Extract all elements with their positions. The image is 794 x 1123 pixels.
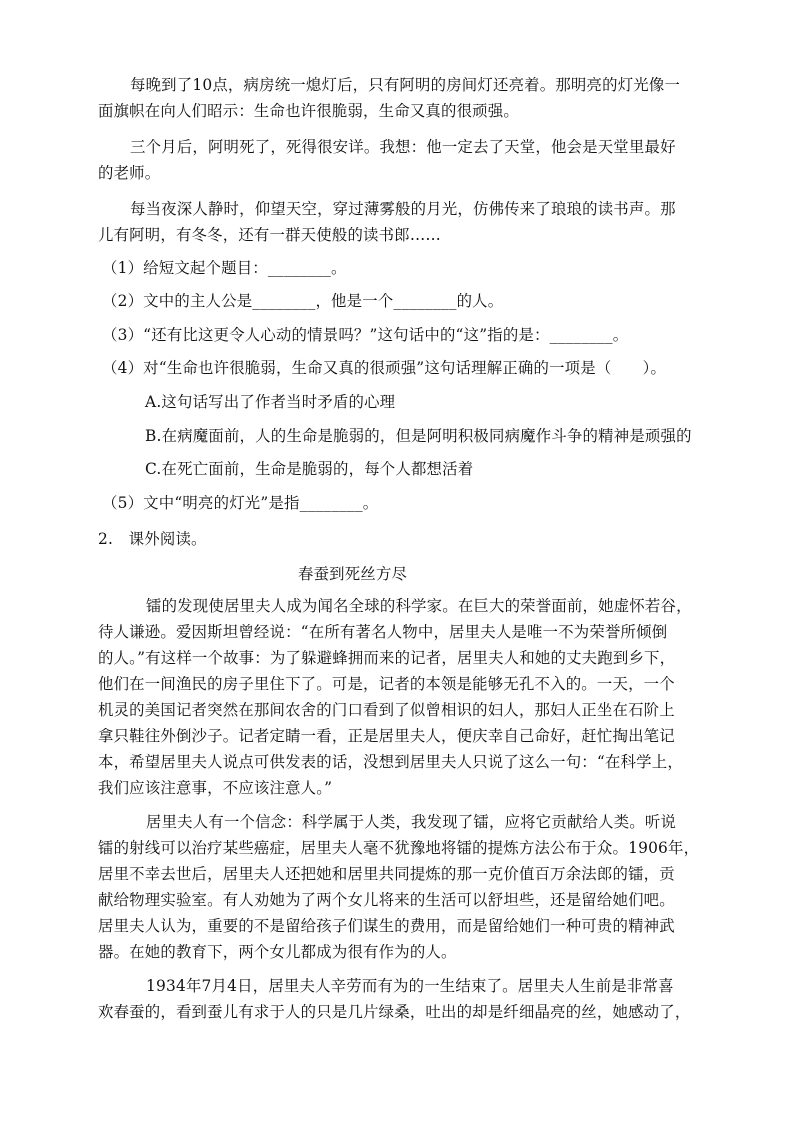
- passage2-line: 居里不幸去世后，居里夫人还把她和居里共同提炼的那一克价值百万余法郎的镭，贡: [98, 865, 675, 883]
- section-2-heading: 2. 课外阅读。: [98, 530, 207, 548]
- passage2-line: 欢春蚕的，看到蚕儿有求于人的只是几片绿桑，吐出的却是纤细晶亮的丝，她感动了，: [98, 1003, 691, 1021]
- passage1-line: 每晚到了10点，病房统一熄灯后，只有阿明的房间灯还亮着。那明亮的灯光像一: [130, 76, 681, 94]
- passage2-line: 他们在一间渔民的房子里住下了。可是，记者的本领是能够无孔不入的。一天，一个: [98, 675, 675, 693]
- passage2-line: 镭的发现使居里夫人成为闻名全球的科学家。在巨大的荣誉面前，她虚怀若谷，: [146, 597, 692, 615]
- passage2-line: 待人谦逊。爱因斯坦曾经说：“在所有著名人物中，居里夫人是唯一不为荣誉所倾倒: [98, 623, 668, 641]
- question-4: （4）对“生命也许很脆弱，生命又真的很顽强”这句话理解正确的一项是（ ）。: [102, 359, 667, 377]
- passage2-line: 居里夫人有一个信念：科学属于人类，我发现了镭，应将它贡献给人类。听说: [146, 813, 677, 831]
- passage2-line: 机灵的美国记者突然在那间农舍的门口看到了似曾相识的妇人，那妇人正坐在石阶上: [98, 701, 675, 719]
- question-4-option-c: C.在死亡面前，生命是脆弱的，每个人都想活着: [145, 460, 474, 478]
- passage1-line: 每当夜深人静时，仰望天空，穿过薄雾般的月光，仿佛传来了琅琅的读书声。那: [130, 200, 676, 218]
- passage2-line: 献给物理实验室。有人劝她为了两个女儿将来的生活可以舒坦些，还是留给她们吧。: [98, 891, 675, 909]
- passage2-line: 1934年7月4日，居里夫人辛劳而有为的一生结束了。居里夫人生前是非常喜: [146, 977, 674, 995]
- passage2-line: 我们应该注意事，不应该注意人。”: [98, 779, 333, 797]
- question-3: （3）“还有比这更令人心动的情景吗？”这句话中的“这”指的是：________。: [102, 326, 629, 344]
- question-2: （2）文中的主人公是________，他是一个________的人。: [102, 292, 504, 310]
- question-1: （1）给短文起个题目：________。: [102, 259, 347, 277]
- passage2-line: 器。在她的教育下，两个女儿都成为很有作为的人。: [98, 943, 457, 961]
- passage2-line: 拿只鞋往外倒沙子。记者定睛一看，正是居里夫人，便庆幸自己命好，赶忙掏出笔记: [98, 727, 675, 745]
- question-4-option-a: A.这句话写出了作者当时矛盾的心理: [145, 393, 396, 411]
- passage1-line: 的老师。: [98, 164, 161, 182]
- passage2-line: 本，希望居里夫人说点可供发表的话，没想到居里夫人只说了这么一句：“在科学上，: [98, 753, 683, 771]
- passage1-line: 三个月后，阿明死了，死得很安详。我想：他一定去了天堂，他会是天堂里最好: [130, 138, 676, 156]
- passage2-line: 镭的射线可以治疗某些癌症，居里夫人毫不犹豫地将镭的提炼方法公布于众。1906年，: [98, 839, 700, 857]
- passage2-line: 居里夫人认为，重要的不是留给孩子们谋生的费用，而是留给她们一种可贵的精神武: [98, 917, 675, 935]
- article-title: 春蚕到死丝方尽: [298, 565, 408, 583]
- passage1-line: 儿有阿明，有冬冬，还有一群天使般的读书郎……: [98, 226, 441, 244]
- passage1-line: 面旗帜在向人们昭示：生命也许很脆弱，生命又真的很顽强。: [98, 102, 519, 120]
- passage2-line: 的人。”有这样一个故事：为了躲避蜂拥而来的记者，居里夫人和她的丈夫跑到乡下，: [98, 649, 676, 667]
- question-4-option-b: B.在病魔面前，人的生命是脆弱的，但是阿明积极同病魔作斗争的精神是顽强的: [145, 427, 692, 445]
- question-5: （5）文中“明亮的灯光”是指________。: [102, 494, 379, 512]
